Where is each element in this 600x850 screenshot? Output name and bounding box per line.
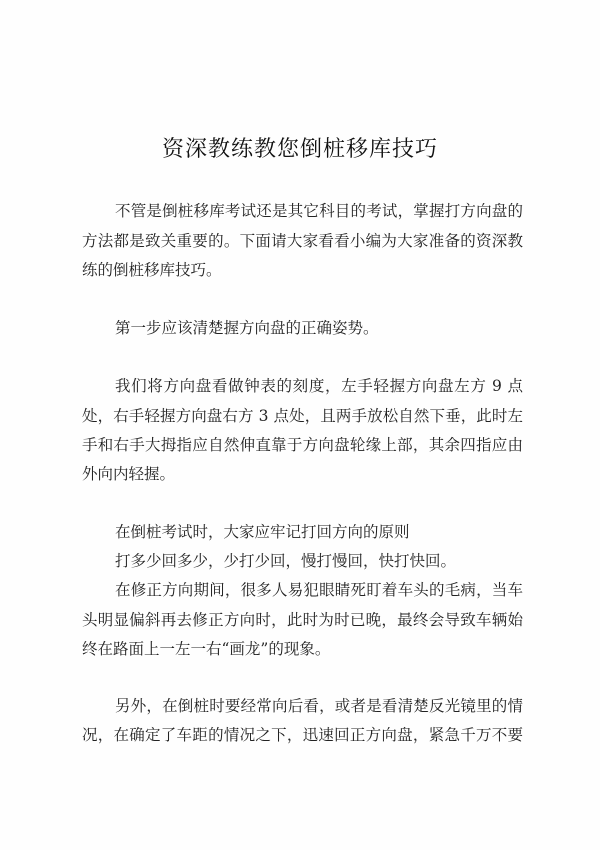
text-line: 外向内轻握。 (82, 465, 176, 483)
text-line: 第一步应该清楚握方向盘的正确姿势。 (115, 319, 379, 337)
text-line: 打多少回多少，少打少回，慢打慢回，快打快回。 (115, 552, 457, 570)
text-line: 练的倒桩移库技巧。 (82, 261, 222, 279)
text-line: 另外，在倒桩时要经常向后看，或者是看清楚反光镜里的情 (115, 697, 523, 715)
text-line: 头明显偏斜再去修正方向时，此时为时已晚，最终会导致车辆始 (82, 611, 523, 629)
text-line: 况，在确定了车距的情况之下，迅速回正方向盘，紧急千万不要 (82, 726, 523, 744)
document-title: 资深教练教您倒桩移库技巧 (161, 137, 438, 162)
text-line: 处，右手轻握方向盘右方 3 点处，且两手放松自然下垂，此时左 (82, 407, 523, 425)
text-line: 不管是倒桩移库考试还是其它科目的考试，掌握打方向盘的 (115, 202, 523, 220)
text-line: 在倒桩考试时，大家应牢记打回方向的原则 (115, 523, 410, 541)
text-line: 终在路面上一左一右“画龙”的现象。 (82, 640, 331, 658)
text-line: 在修正方向期间，很多人易犯眼睛死盯着车头的毛病，当车 (115, 581, 523, 599)
text-line: 手和右手大拇指应自然伸直靠于方向盘轮缘上部，其余四指应由 (82, 436, 523, 454)
text-line: 方法都是致关重要的。下面请大家看看小编为大家准备的资深教 (82, 232, 523, 250)
text-line: 我们将方向盘看做钟表的刻度，左手轻握方向盘左方 9 点 (115, 377, 523, 395)
